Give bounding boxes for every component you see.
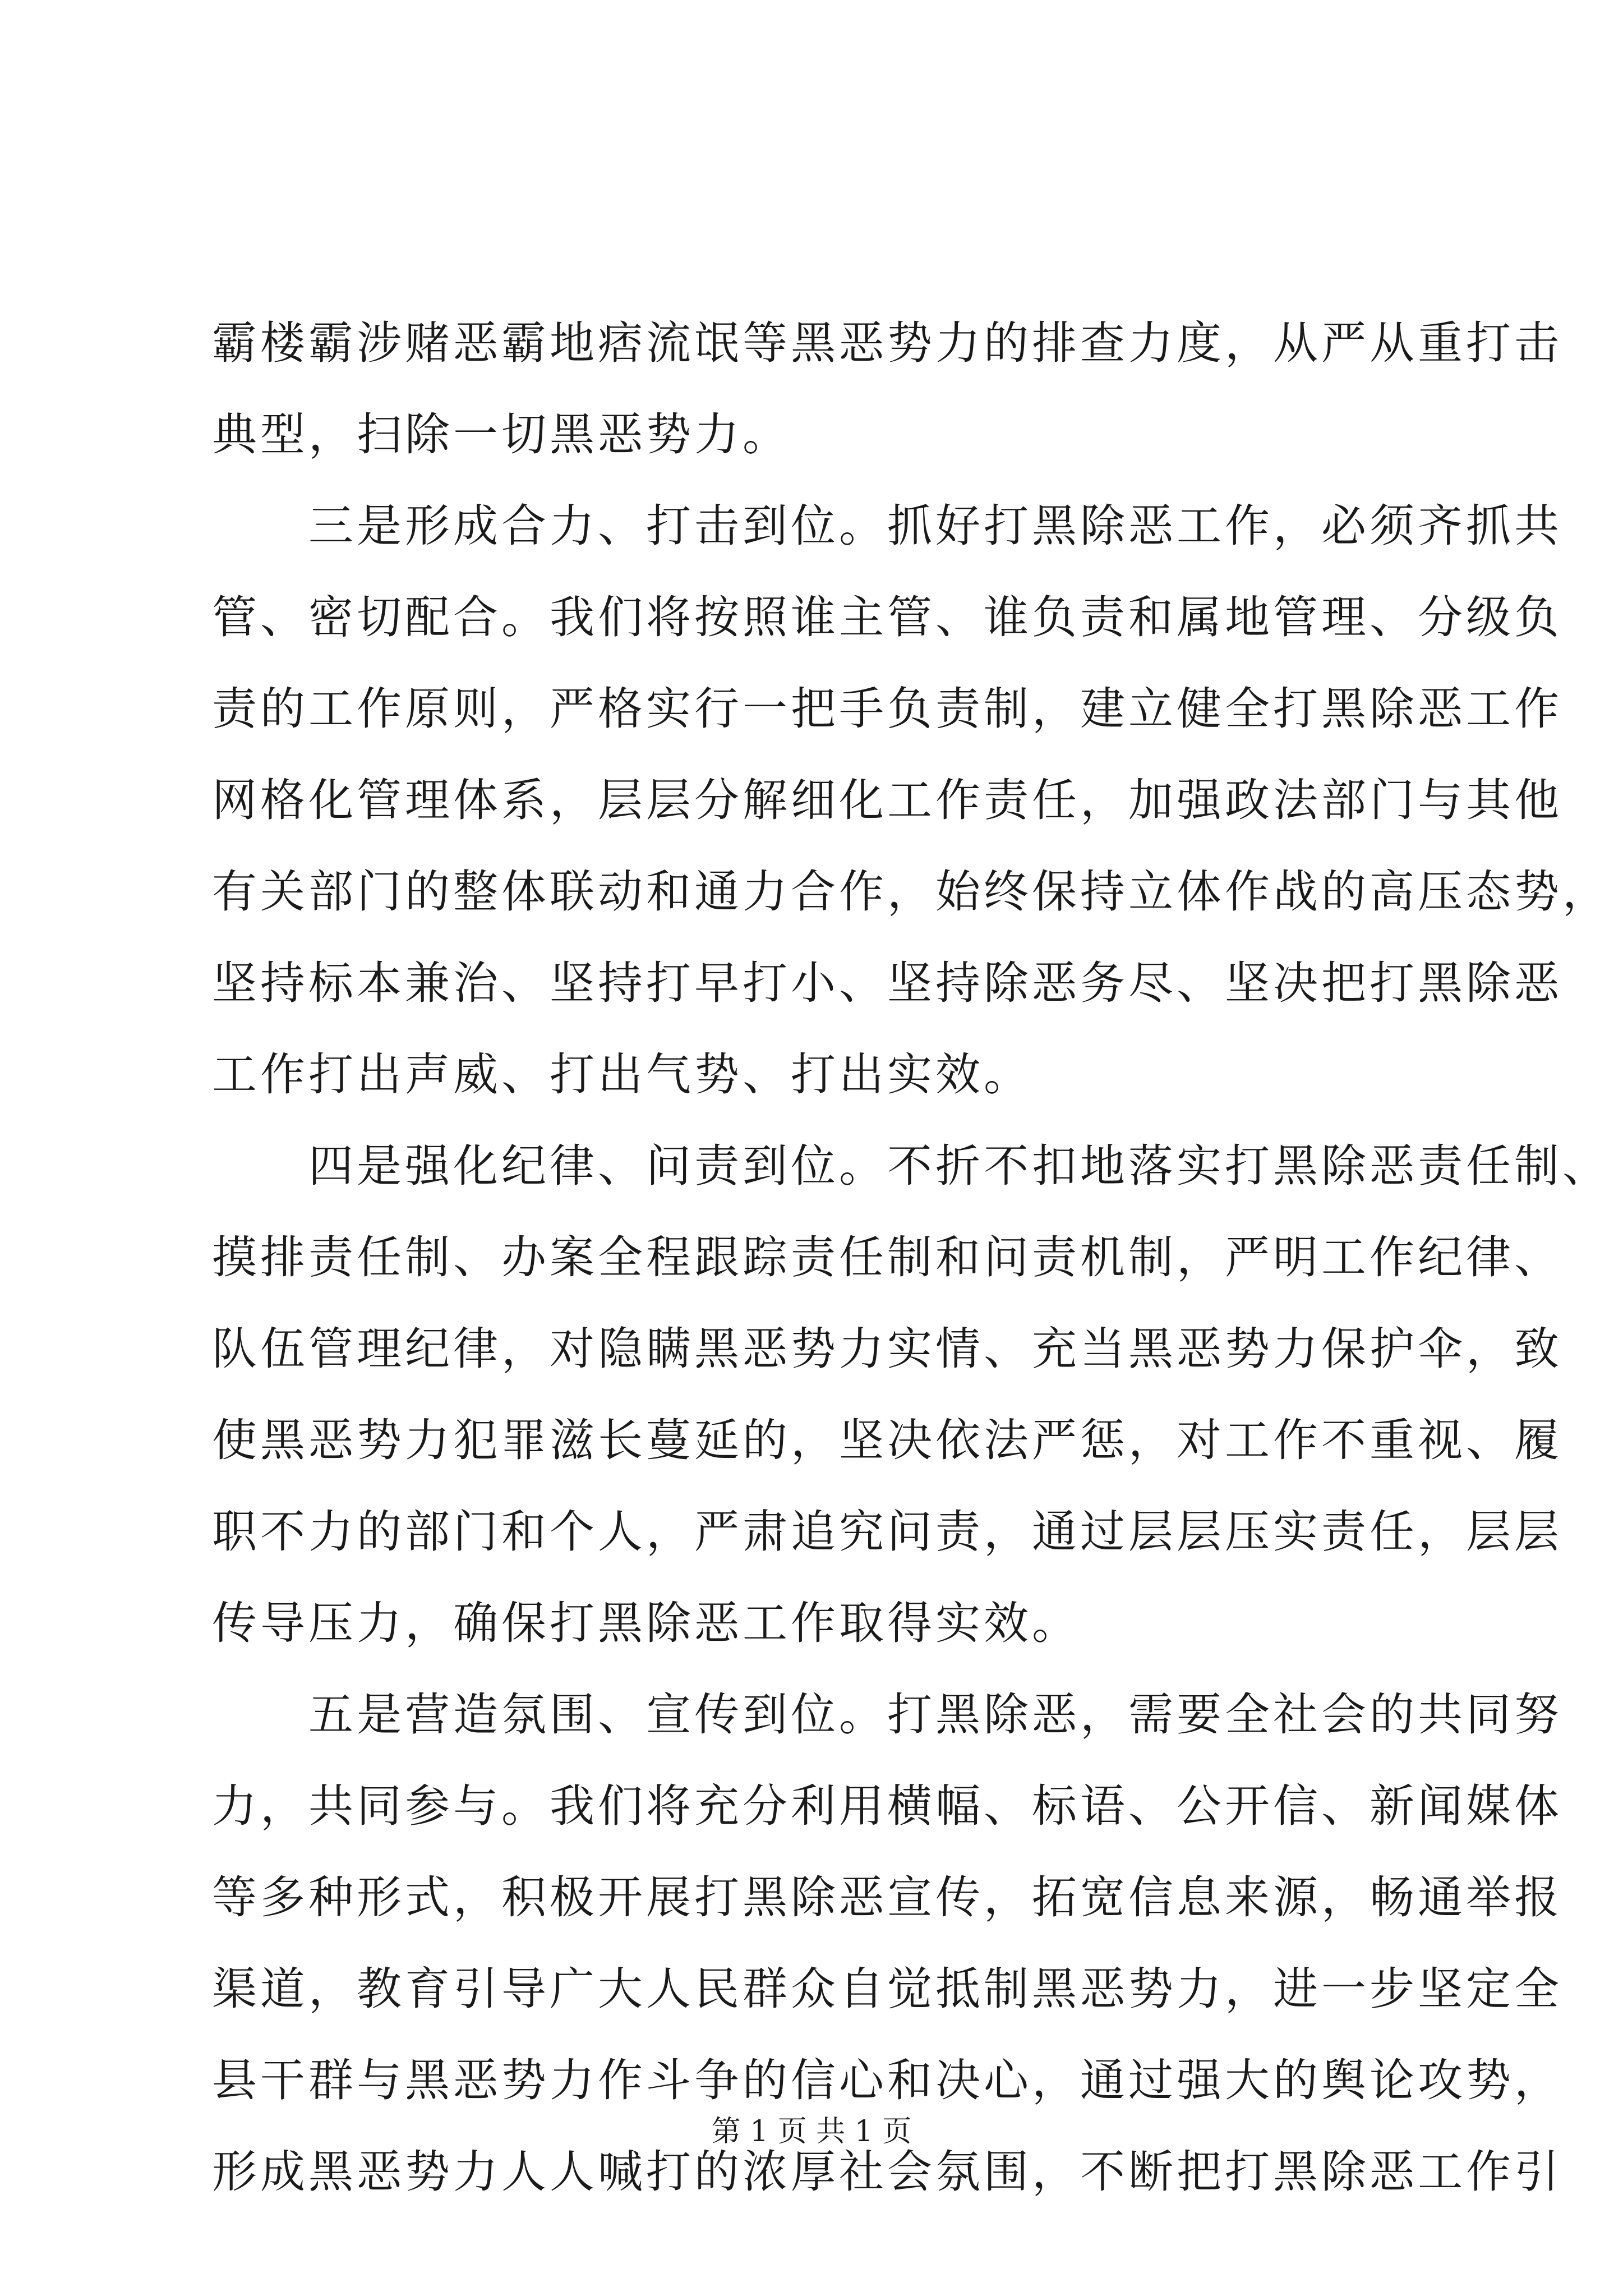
text-line: 四是强化纪律、问责到位。不折不扣地落实打黑除恶责任制、 <box>212 1140 1611 1192</box>
text-line: 坚持标本兼治、坚持打早打小、坚持除恶务尽、坚决把打黑除恶 <box>212 957 1562 1009</box>
page-footer <box>0 2112 1623 2151</box>
text-line: 队伍管理纪律，对隐瞒黑恶势力实情、充当黑恶势力保护伞，致 <box>212 1323 1562 1375</box>
text-line: 网格化管理体系，层层分解细化工作责任，加强政法部门与其他 <box>212 774 1562 826</box>
text-line: 管、密切配合。我们将按照谁主管、谁负责和属地管理、分级负 <box>212 591 1562 643</box>
text-line: 有关部门的整体联动和通力合作，始终保持立体作战的高压态势， <box>212 866 1611 918</box>
text-line: 渠道，教育引导广大人民群众自觉抵制黑恶势力，进一步坚定全 <box>212 1963 1562 2015</box>
text-line: 摸排责任制、办案全程跟踪责任制和问责机制，严明工作纪律、 <box>212 1231 1562 1283</box>
text-line: 工作打出声威、打出气势、打出实效。 <box>212 1048 1032 1101</box>
text-line: 力，共同参与。我们将充分利用横幅、标语、公开信、新闻媒体 <box>212 1780 1562 1832</box>
text-line: 典型，扫除一切黑恶势力。 <box>212 408 791 461</box>
text-line: 传导压力，确保打黑除恶工作取得实效。 <box>212 1597 1080 1649</box>
text-line: 三是形成合力、打击到位。抓好打黑除恶工作，必须齐抓共 <box>212 500 1562 552</box>
text-line: 霸楼霸涉赌恶霸地痞流氓等黑恶势力的排查力度，从严从重打击 <box>212 317 1562 369</box>
document-body <box>212 297 1611 2217</box>
text-line: 等多种形式，积极开展打黑除恶宣传，拓宽信息来源，畅通举报 <box>212 1871 1562 1924</box>
text-line: 责的工作原则，严格实行一把手负责制，建立健全打黑除恶工作 <box>212 683 1562 735</box>
text-line: 县干群与黑恶势力作斗争的信心和决心，通过强大的舆论攻势， <box>212 2054 1562 2106</box>
page-number: 第 1 页 共 1 页 <box>711 2115 912 2148</box>
text-line: 职不力的部门和个人，严肃追究问责，通过层层压实责任，层层 <box>212 1506 1562 1558</box>
text-line: 形成黑恶势力人人喊打的浓厚社会氛围，不断把打黑除恶工作引 <box>212 2146 1562 2198</box>
text-line: 使黑恶势力犯罪滋长蔓延的，坚决依法严惩，对工作不重视、履 <box>212 1414 1562 1466</box>
text-line: 五是营造氛围、宣传到位。打黑除恶，需要全社会的共同努 <box>212 1688 1562 1741</box>
